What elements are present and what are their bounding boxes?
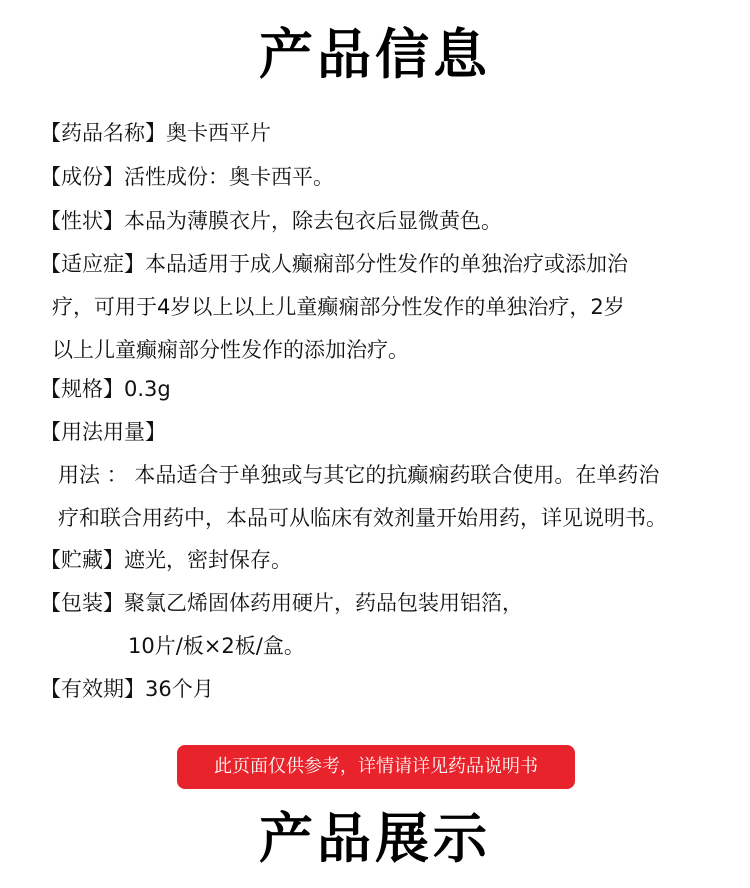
usage-line-2: 疗和联合用药中，本品可从临床有效剂量开始用药，详见说明书。: [58, 506, 667, 530]
usage-line-1: 用法 ： 本品适合于单独或与其它的抗癫痫药联合使用。在单药治: [58, 463, 660, 487]
expiry-line: 【有效期】36个月: [40, 677, 214, 701]
indications-line-1: 【适应症】本品适用于成人癫痫部分性发作的单独治疗或添加治: [40, 252, 628, 276]
indications-line-3: 以上儿童癫痫部分性发作的添加治疗。: [52, 338, 409, 362]
packaging-line-2: 10片/板×2板/盒。: [128, 634, 305, 658]
specification-line: 【规格】0.3g: [40, 377, 171, 401]
product-display-title: 产品展示: [259, 807, 491, 870]
ingredients-line: 【成份】活性成份：奥卡西平。: [40, 165, 334, 189]
packaging-line-1: 【包装】聚氯乙烯固体药用硬片，药品包装用铝箔，: [40, 591, 523, 615]
drug-name-line: 【药品名称】奥卡西平片: [40, 121, 271, 145]
appearance-line: 【性状】本品为薄膜衣片，除去包衣后显微黄色。: [40, 209, 502, 233]
storage-line: 【贮藏】遮光，密封保存。: [40, 548, 292, 572]
dosage-heading: 【用法用量】: [40, 420, 166, 444]
product-info-title: 产品信息: [259, 23, 491, 86]
reference-notice-badge: 此页面仅供参考，详情请详见药品说明书: [177, 745, 575, 789]
indications-line-2: 疗，可用于4岁以上以上儿童癫痫部分性发作的单独治疗，2岁: [52, 295, 625, 319]
